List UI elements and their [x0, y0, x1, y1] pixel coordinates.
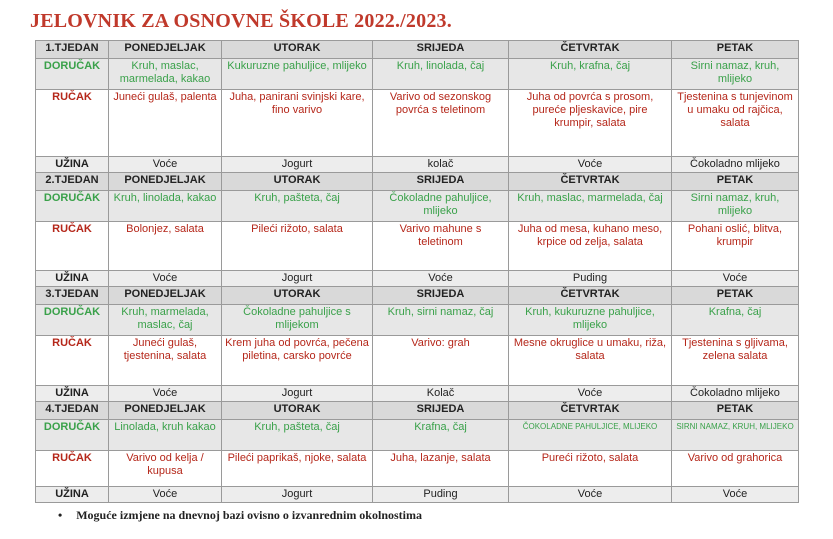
lunch-cell: Juha, lazanje, salata [373, 451, 509, 487]
breakfast-cell: Čokoladne pahuljice, mlijeko [373, 191, 509, 222]
lunch-cell: Pureći rižoto, salata [509, 451, 672, 487]
breakfast-cell: Čokoladne pahuljice s mlijekom [222, 305, 373, 336]
day-header: SRIJEDA [373, 41, 509, 59]
week-label: 4.TJEDAN [36, 402, 109, 420]
snack-row [36, 157, 799, 173]
lunch-cell: Juneći gulaš, tjestenina, salata [109, 336, 222, 386]
breakfast-cell: Kruh, marmelada, maslac, čaj [109, 305, 222, 336]
breakfast-row [36, 59, 799, 90]
lunch-cell: Juha od povrća s prosom, pureće pljeskavice, pire krumpir, salata [509, 90, 672, 157]
snack-cell: Voće [109, 157, 222, 173]
lunch-cell: Juneći gulaš, palenta [109, 90, 222, 157]
lunch-label: RUČAK [36, 90, 109, 157]
day-header: PETAK [672, 41, 799, 59]
snack-cell: Jogurt [222, 271, 373, 287]
breakfast-cell: Kruh, linolada, kakao [109, 191, 222, 222]
breakfast-label: DORUČAK [36, 191, 109, 222]
breakfast-row [36, 305, 799, 336]
lunch-row [36, 451, 799, 487]
breakfast-cell: Kruh, pašteta, čaj [222, 420, 373, 451]
day-header: PETAK [672, 173, 799, 191]
lunch-cell: Varivo od kelja / kupusa [109, 451, 222, 487]
snack-label: UŽINA [36, 157, 109, 173]
snack-cell: Kolač [373, 386, 509, 402]
breakfast-cell: SIRNI NAMAZ, KRUH, MLIJEKO [672, 420, 799, 451]
lunch-cell: Pohani oslić, blitva, krumpir [672, 222, 799, 271]
breakfast-cell: Kruh, linolada, čaj [373, 59, 509, 90]
week-label: 2.TJEDAN [36, 173, 109, 191]
day-header: UTORAK [222, 402, 373, 420]
breakfast-cell: Kukuruzne pahuljice, mlijeko [222, 59, 373, 90]
lunch-row [36, 336, 799, 386]
lunch-cell: Varivo od grahorica [672, 451, 799, 487]
breakfast-label: DORUČAK [36, 59, 109, 90]
day-header: UTORAK [222, 173, 373, 191]
snack-cell: Jogurt [222, 487, 373, 503]
lunch-row [36, 90, 799, 157]
lunch-label: RUČAK [36, 451, 109, 487]
lunch-label: RUČAK [36, 336, 109, 386]
day-header: PETAK [672, 402, 799, 420]
lunch-cell: Varivo od sezonskog povrća s teletinom [373, 90, 509, 157]
breakfast-cell: Linolada, kruh kakao [109, 420, 222, 451]
footnote-bullet: • [58, 508, 63, 522]
lunch-cell: Tjestenina s tunjevinom u umaku od rajčica, salata [672, 90, 799, 157]
lunch-cell: Krem juha od povrća, pečena piletina, carsko povrće [222, 336, 373, 386]
breakfast-cell: Krafna, čaj [672, 305, 799, 336]
breakfast-cell: Kruh, maslac, marmelada, čaj [509, 191, 672, 222]
day-header: SRIJEDA [373, 173, 509, 191]
snack-cell: Čokoladno mlijeko [672, 386, 799, 402]
lunch-cell: Pileći rižoto, salata [222, 222, 373, 271]
menu-table [35, 40, 799, 503]
snack-label: UŽINA [36, 386, 109, 402]
lunch-cell: Juha od mesa, kuhano meso, krpice od zelja, salata [509, 222, 672, 271]
day-header: ČETVRTAK [509, 41, 672, 59]
lunch-row [36, 222, 799, 271]
day-header: PONEDJELJAK [109, 41, 222, 59]
day-header: PONEDJELJAK [109, 173, 222, 191]
footnote-text: Moguće izmjene na dnevnoj bazi ovisno o izvanrednim okolnostima [76, 508, 422, 522]
snack-cell: Voće [109, 487, 222, 503]
breakfast-cell: Kruh, sirni namaz, čaj [373, 305, 509, 336]
snack-cell: kolač [373, 157, 509, 173]
snack-cell: Puding [509, 271, 672, 287]
snack-cell: Čokoladno mlijeko [672, 157, 799, 173]
day-header: SRIJEDA [373, 287, 509, 305]
snack-label: UŽINA [36, 271, 109, 287]
footnote [58, 508, 422, 523]
snack-cell: Voće [509, 487, 672, 503]
breakfast-label: DORUČAK [36, 305, 109, 336]
snack-cell: Voće [509, 157, 672, 173]
page-title: JELOVNIK ZA OSNOVNE ŠKOLE 2022./2023. [30, 10, 452, 32]
snack-cell: Voće [509, 386, 672, 402]
week-label: 1.TJEDAN [36, 41, 109, 59]
breakfast-cell: Sirni namaz, kruh, mlijeko [672, 191, 799, 222]
breakfast-cell: Kruh, krafna, čaj [509, 59, 672, 90]
breakfast-cell: Sirni namaz, kruh, mlijeko [672, 59, 799, 90]
breakfast-cell: Krafna, čaj [373, 420, 509, 451]
snack-cell: Voće [672, 487, 799, 503]
snack-label: UŽINA [36, 487, 109, 503]
breakfast-row [36, 420, 799, 451]
breakfast-row [36, 191, 799, 222]
lunch-cell: Varivo mahune s teletinom [373, 222, 509, 271]
snack-cell: Voće [109, 271, 222, 287]
week-header-row [36, 173, 799, 191]
snack-cell: Puding [373, 487, 509, 503]
day-header: PONEDJELJAK [109, 402, 222, 420]
snack-cell: Jogurt [222, 386, 373, 402]
day-header: ČETVRTAK [509, 287, 672, 305]
breakfast-cell: Kruh, maslac, marmelada, kakao [109, 59, 222, 90]
snack-cell: Voće [672, 271, 799, 287]
snack-cell: Voće [373, 271, 509, 287]
day-header: ČETVRTAK [509, 402, 672, 420]
snack-cell: Voće [109, 386, 222, 402]
snack-row [36, 386, 799, 402]
breakfast-label: DORUČAK [36, 420, 109, 451]
day-header: ČETVRTAK [509, 173, 672, 191]
day-header: PONEDJELJAK [109, 287, 222, 305]
lunch-label: RUČAK [36, 222, 109, 271]
breakfast-cell: Kruh, pašteta, čaj [222, 191, 373, 222]
week-label: 3.TJEDAN [36, 287, 109, 305]
day-header: PETAK [672, 287, 799, 305]
breakfast-cell: Kruh, kukuruzne pahuljice, mlijeko [509, 305, 672, 336]
week-header-row [36, 41, 799, 59]
snack-row [36, 271, 799, 287]
week-header-row [36, 402, 799, 420]
lunch-cell: Pileći paprikaš, njoke, salata [222, 451, 373, 487]
week-header-row [36, 287, 799, 305]
breakfast-cell: ČOKOLADNE PAHULJICE, MLIJEKO [509, 420, 672, 451]
lunch-cell: Juha, panirani svinjski kare, fino varivo [222, 90, 373, 157]
day-header: SRIJEDA [373, 402, 509, 420]
day-header: UTORAK [222, 287, 373, 305]
lunch-cell: Mesne okruglice u umaku, riža, salata [509, 336, 672, 386]
snack-row [36, 487, 799, 503]
lunch-cell: Varivo: grah [373, 336, 509, 386]
lunch-cell: Bolonjez, salata [109, 222, 222, 271]
day-header: UTORAK [222, 41, 373, 59]
snack-cell: Jogurt [222, 157, 373, 173]
lunch-cell: Tjestenina s gljivama, zelena salata [672, 336, 799, 386]
